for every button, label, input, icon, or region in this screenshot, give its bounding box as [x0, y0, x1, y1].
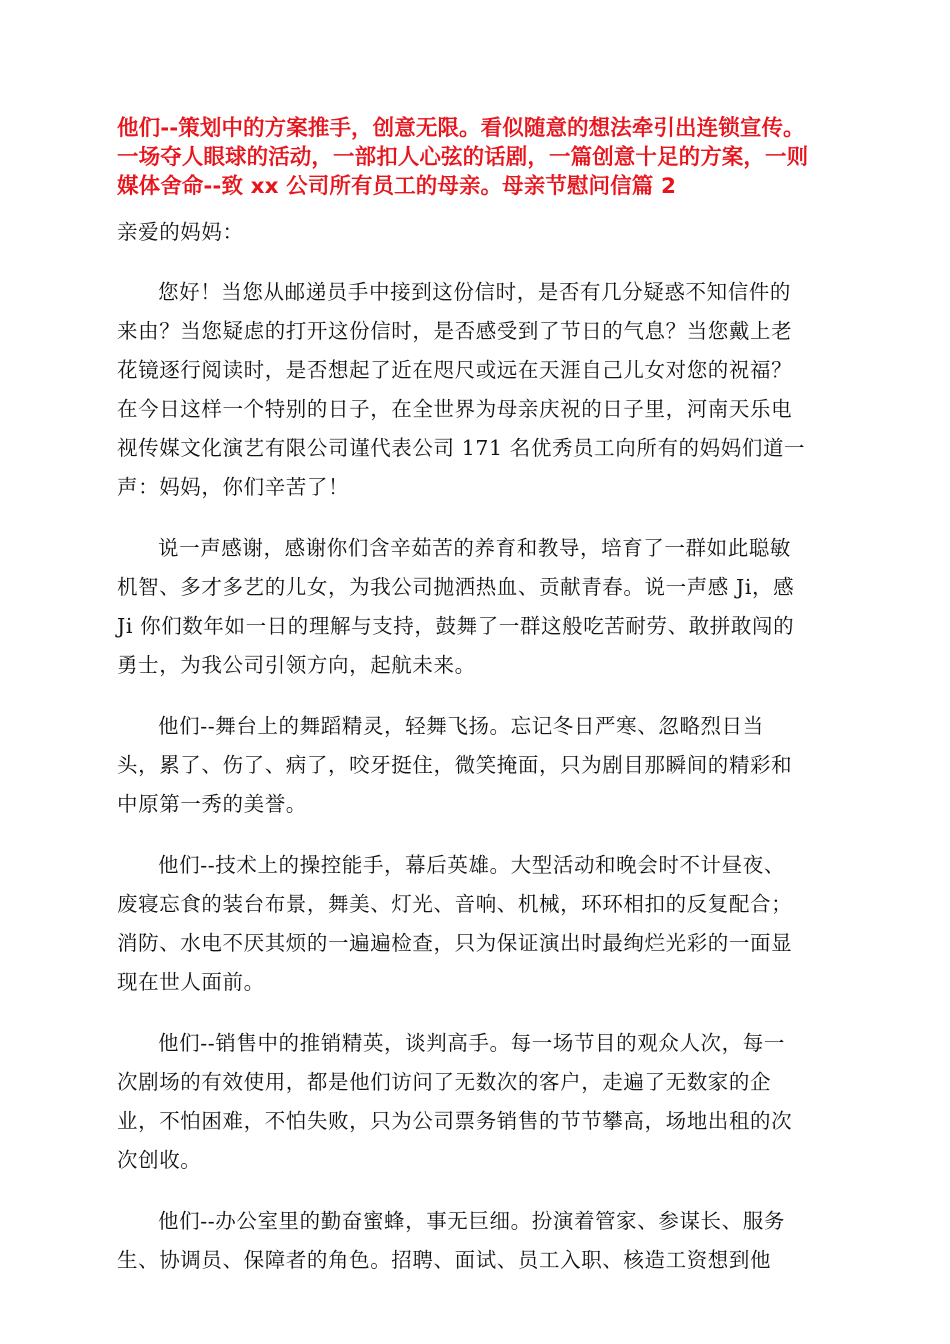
document-page — [117, 114, 835, 1302]
letter-paragraph-3: 他们--舞台上的舞蹈精灵，轻舞飞扬。忘记冬日严寒、忽略烈日当 头，累了、伤了、病了，咬牙挺住，微笑掩面，只为剧目那瞬间的精彩和 中原第一秀的美誉。 — [117, 714, 793, 816]
letter-paragraph-6: 他们--办公室里的勤奋蜜蜂，事无巨细。扮演着管家、参谋长、服务 生、协调员、保障者的角色。招聘、面试、员工入职、核造工资想到他 — [117, 1209, 785, 1272]
letter-paragraph-5: 他们--销售中的推销精英，谈判高手。每一场节目的观众人次，每一 次剧场的有效使用，都是他们访问了无数次的客户，走遍了无数家的企 业，不怕困难，不怕失败，只为公司票务销售的节节攀高，场地出租的次 次创收。 — [117, 1031, 793, 1172]
letter-paragraph-1: 您好！当您从邮递员手中接到这份信时，是否有几分疑惑不知信件的 来由？当您疑虑的打开这份信时，是否感受到了节日的气息？当您戴上老 花镜逐行阅读时，是否想起了近在咫尺或远在天涯自己儿女对您的祝福？ 在今日这样一个特别的日子，在全世界为母亲庆祝的日子里，河南天乐电 视传媒文化演艺有限公司谨代表公司 171 名优秀员工向所有的妈妈们道一 声：妈妈，你们辛苦了！ — [117, 280, 806, 499]
letter-body — [117, 213, 835, 1280]
letter-salutation: 亲爱的妈妈： — [117, 220, 244, 244]
document-heading: 他们--策划中的方案推手，创意无限。看似随意的想法牵引出连锁宣传。 一场夺人眼球的活动，一部扣人心弦的话剧，一篇创意十足的方案，一则 媒体舍命--致 xx 公司所有员工的母亲。母亲节慰问信篇 2 — [117, 116, 809, 199]
letter-paragraph-2: 说一声感谢，感谢你们含辛茹苦的养育和教导，培育了一群如此聪敏 机智、多才多艺的儿女，为我公司抛洒热血、贡献青春。说一声感 Ji，感 Ji 你们数年如一日的理解与支持，鼓舞了一群这般吃苦耐劳、敢拼敢闯的 勇士，为我公司引领方向，起航未来。 — [117, 536, 795, 677]
letter-paragraph-4: 他们--技术上的操控能手，幕后英雄。大型活动和晚会时不计昼夜、 废寝忘食的装台布景，舞美、灯光、音响、机械，环环相扣的反复配合； 消防、水电不厌其烦的一遍遍检查，只为保证演出时最绚烂光彩的一面显 现在世人面前。 — [117, 853, 793, 994]
